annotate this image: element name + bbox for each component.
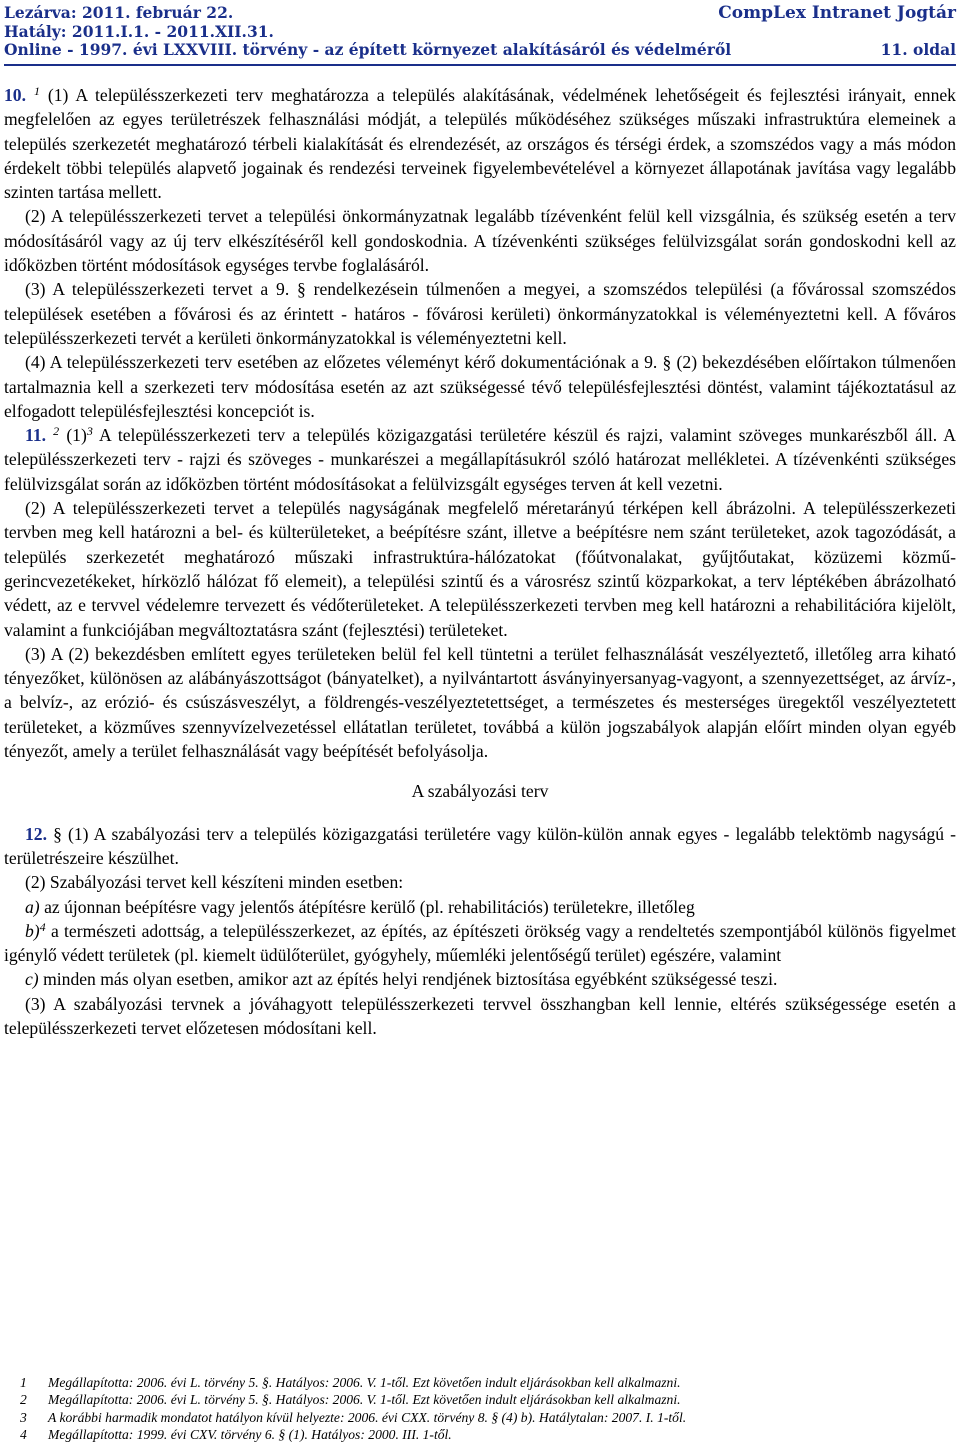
footnote-ref[interactable]: 4 (39, 919, 46, 934)
item-text: minden más olyan esetben, amikor azt az építés helyi rendjének biztosítása egyébként szükségessé teszi. (43, 969, 778, 990)
item-label: b) (25, 920, 40, 941)
footnote-ref[interactable]: 2 (53, 424, 60, 439)
document-body (4, 83, 956, 1040)
item-text: az újonnan beépítésre vagy jelentős átépítésre kerülő (pl. rehabilitációs) területekre, illetőleg (44, 896, 695, 917)
footnote-number: 2 (20, 1392, 27, 1408)
paragraph-text: A településszerkezeti terv a település közigazgatási területére készül és rajzi, valamint szöveges munkarészből áll. A településszerkezeti terv - rajzi és szöveges - munkarészei a megállapításukról szóló határozat mellékletei. A tízévenkénti szükséges felülvizsgálat során az időközben történt módosításokat a felülvizsgált egységes terven át kell vezetni. (4, 425, 956, 494)
section-11-para-1 (4, 423, 956, 496)
footnote-item (20, 1409, 950, 1426)
footnote-number: 1 (20, 1375, 27, 1390)
footnote-text: Megállapította: 2006. évi L. törvény 5. §. Hatályos: 2006. V. 1-től. Ezt követően indult eljárásokban kell alkalmazni. (48, 1392, 681, 1408)
footnote-ref[interactable]: 3 (86, 424, 93, 439)
section-11-para-2: (2) A településszerkezeti tervet a település nagyságának megfelelő méretarányú térképen kell ábrázolni. A településszerkezeti tervben meg kell határozni a bel- és külterületeket, a beépítésre szánt, illetve a beépítésre nem szánt területeket, azok tagozódását, a település szerkezetét meghatározó műszaki infrastruktúra-hálózatokat (főútvonalakat, gyűjtőutakat, közüzemi közmű-gerincvezetékeket, hírközlő hálózat fő elemeit), a települési szintű és a városrész szintű közparkokat, a terv léptékében ábrázolható védett, az e tervvel védelemre tervezett és védőterületeket. A településszerkezeti tervben meg kell határozni a rehabilitációra kijelölt, valamint a funkciójában megváltoztatásra szánt (fejlesztési) területeket. (4, 498, 956, 640)
law-title: Online - 1997. évi LXXVIII. törvény - az épített környezet alakításáról és védelméről (4, 40, 732, 59)
footnote-item (20, 1374, 950, 1391)
section-12-para-3: (3) A szabályozási tervnek a jóváhagyott településszerkezeti tervvel összhangban kell lennie, eltérés szükségessége esetén a településszerkezeti tervet előzetesen módosítani kell. (4, 993, 956, 1038)
section-11-para-3: (3) A (2) bekezdésben említett egyes területeken belül fel kell tüntetni a terület felhasználását veszélyeztető, illetőleg arra kiható tényezőket, különösen az alábányászottságot (bányatelket), a nyilvántartott ásványinyersanyag-vagyont, a szennyezettséget, az árvíz-, a belvíz-, az erózió- és csúszásveszélyt, a földrengés-veszélyeztetettséget, a természetes és mesterséges üregektől veszélyeztetett területeket, a közműves szennyvízelvezetéssel ellátatlan területet, továbbá a külön jogszabályok alapján előírt minden olyan egyéb tényezőt, amely a terület felhasználását vagy beépítését befolyásolja. (4, 643, 956, 762)
page-number: 11. oldal (880, 40, 956, 59)
section-12-item-c (4, 967, 956, 991)
footnote-text: Megállapította: 1999. évi CXV. törvény 6. § (1). Hatályos: 2000. III. 1-től. (48, 1427, 452, 1443)
item-label: a) (25, 896, 40, 917)
header-divider (4, 64, 956, 66)
item-text: a természeti adottság, a településszerkezet, az építés, az építészeti örökség vagy a rendeltetés szempontjából különös figyelmet igénylő védett területek (pl. kiemelt üdülőterület, gyógyhely, műemléki jelentőségű terület) egészére, valamint (4, 920, 957, 966)
effective-period: Hatály: 2011.I.1. - 2011.XII.31. (4, 21, 274, 41)
section-10-para-4: (4) A településszerkezeti terv esetében az előzetes véleményt kérő dokumentációnak a 9. § (2) bekezdésében előírtakon túlmenően tartalmaznia kell a szerkezeti terv módosítása esetén az azt szükségessé tévő településfejlesztési döntést, valamint tájékoztatásul az elfogadott településfejlesztési koncepciót is. (4, 352, 956, 421)
footnotes (20, 1374, 950, 1444)
brand-name: CompLex Intranet Jogtár (718, 3, 956, 23)
section-10-para-1 (4, 83, 956, 204)
section-10-para-2: (2) A településszerkezeti tervet a települési önkormányzatnak legalább tízévenként felül kell vizsgálnia, és szükség esetén a terv módosításáról vagy az új terv elkészítéséről kell gondoskodnia. A tízévenkénti szükséges felülvizsgálat során gondoskodni kell az időközben történt módosítások egységes tervbe foglalásáról. (4, 206, 956, 276)
section-10-para-3: (3) A településszerkezeti tervet a 9. § rendelkezésein túlmenően a megyei, a szomszédos települési (a fővárossal szomszédos települések esetében a fővárosi és az érintett - határos - fővárosi kerületi) önkormányzatokkal is véleményeztetni kell. A főváros településszerkezeti tervét a kerületi önkormányzatokkal is véleményeztetni kell. (4, 279, 956, 348)
section-12-item-a (4, 895, 956, 919)
page-header (4, 4, 956, 70)
footnote-number: 3 (20, 1409, 27, 1425)
footnote-text: Megállapította: 2006. évi L. törvény 5. §. Hatályos: 2006. V. 1-től. Ezt követően indult eljárásokban kell alkalmazni. (48, 1375, 681, 1390)
footnote-number: 4 (20, 1427, 27, 1443)
section-12-para-2: (2) Szabályozási tervet kell készíteni minden esetben: (25, 872, 404, 893)
section-number: 10. (4, 85, 26, 105)
paragraph-text: (1) A településszerkezeti terv meghatározza a település alakításának, védelmének lehetőségeit és fejlesztési irányait, ennek megfelelően az egyes területrészek felhasználási módját, a település működéséhez szükséges műszaki infrastruktúra elemeinek a település szerkezetét meghatározó térbeli kialakítását és elrendezését, az országos és térségi érdek, a szomszédos vagy a más módon érdekelt többi település alapvető jogainak és rendezési terveinek figyelembevételével a környezet állapotának javítása vagy legalább szinten tartása mellett. (4, 85, 956, 203)
footnote-item (20, 1426, 950, 1443)
section-12-para-1 (4, 822, 956, 871)
footnote-text: A korábbi harmadik mondatot hatályon kívül helyezte: 2006. évi CXX. törvény 8. § (4) b). Hatálytalan: 2007. I. 1-től. (48, 1409, 687, 1425)
section-number: 12. (25, 823, 47, 844)
paragraph-lead: (1) (66, 425, 87, 446)
section-number: 11. (25, 425, 47, 446)
paragraph-text: § (1) A szabályozási terv a település közigazgatási területére vagy külön-külön annak egyes - legalább telektömb nagyságú - területrészeire készülhet. (4, 823, 957, 868)
item-label: c) (25, 969, 39, 990)
subheading: A szabályozási terv (411, 781, 549, 802)
footnote-ref[interactable]: 1 (33, 84, 40, 98)
footnote-item (20, 1391, 950, 1408)
closing-date: Lezárva: 2011. február 22. (4, 3, 234, 22)
section-12-item-b (4, 919, 956, 968)
